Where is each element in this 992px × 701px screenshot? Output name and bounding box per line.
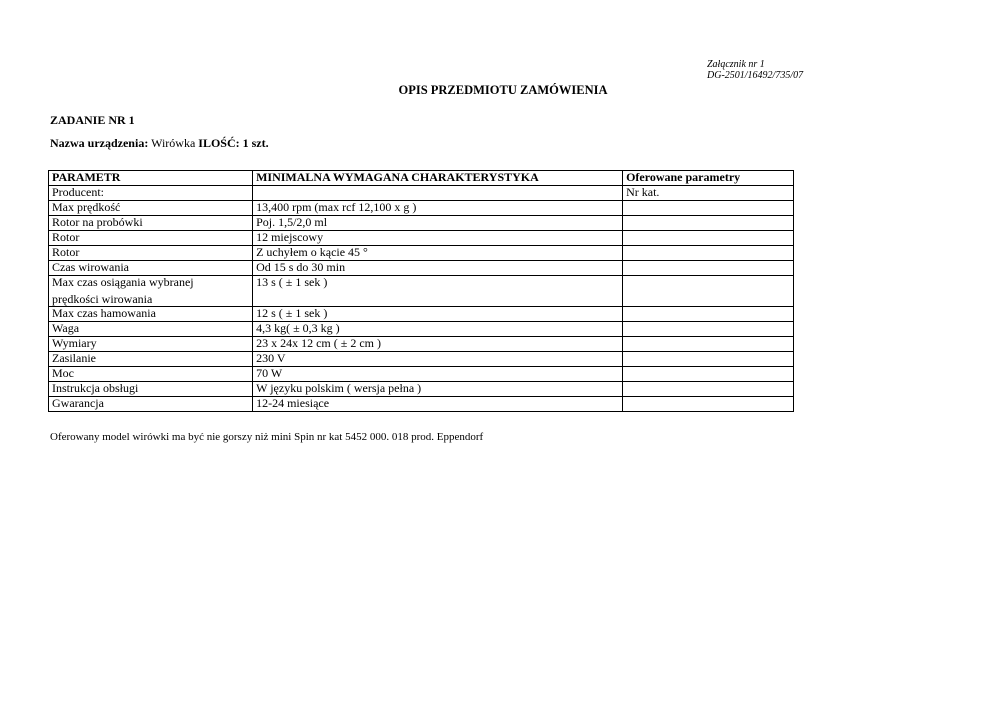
param-cell: Wymiary [49,337,253,352]
param-cell: Instrukcja obsługi [49,382,253,397]
device-name-value: Wirówka [151,136,196,150]
param-cell: Zasilanie [49,352,253,367]
quantity-label: ILOŚĆ: 1 szt. [198,136,269,150]
footnote: Oferowany model wirówki ma być nie gorszy niż mini Spin nr kat 5452 000. 018 prod. Eppendorf [50,431,484,443]
spec-cell: Od 15 s do 30 min [253,261,623,276]
device-line [50,136,269,151]
page-title: OPIS PRZEDMIOTU ZAMÓWIENIA [398,83,608,97]
spec-cell: 230 V [253,352,623,367]
offer-cell [623,352,794,367]
offer-cell [623,307,794,322]
offer-cell [623,231,794,246]
param-cell: Czas wirowania [49,261,253,276]
param-cell: Rotor [49,246,253,261]
table-row [49,231,794,246]
table-row [49,382,794,397]
param-cell: Moc [49,367,253,382]
spec-table [48,170,794,412]
param-cell: Gwarancja [49,397,253,412]
table-row [49,322,794,337]
table-row [49,246,794,261]
table-row [49,216,794,231]
spec-cell: 23 x 24x 12 cm ( ± 2 cm ) [253,337,623,352]
offer-cell [623,201,794,216]
task-label: ZADANIE NR 1 [50,113,135,127]
param-cell [49,276,253,307]
spec-cell: W języku polskim ( wersja pełna ) [253,382,623,397]
offer-cell [623,397,794,412]
offer-cell [623,246,794,261]
offer-cell [623,337,794,352]
param-cell: Max czas hamowania [49,307,253,322]
table-row [49,276,794,307]
param-cell: Waga [49,322,253,337]
table-row [49,201,794,216]
spec-cell: Z uchyłem o kącie 45 ° [253,246,623,261]
offer-cell [623,276,794,307]
table-row [49,307,794,322]
offer-cell [623,261,794,276]
spec-cell: Poj. 1,5/2,0 ml [253,216,623,231]
spec-cell: 12-24 miesiące [253,397,623,412]
param-line: prędkości wirowania [52,292,153,306]
param-cell: Max prędkość [49,201,253,216]
spec-cell: 12 miejscowy [253,231,623,246]
header-min-spec: MINIMALNA WYMAGANA CHARAKTERYSTYKA [253,171,623,186]
document-reference: DG-2501/16492/735/07 [707,70,804,81]
spec-cell: 70 W [253,367,623,382]
table-row [49,367,794,382]
param-cell: Producent: [49,186,253,201]
param-cell: Rotor na probówki [49,216,253,231]
offer-cell [623,382,794,397]
spec-cell [253,186,623,201]
offer-cell [623,322,794,337]
table-row [49,186,794,201]
spec-cell: 4,3 kg( ± 0,3 kg ) [253,322,623,337]
header-parameter: PARAMETR [49,171,253,186]
spec-cell: 13 s ( ± 1 sek ) [253,276,623,307]
header-offered: Oferowane parametry [623,171,794,186]
table-row [49,261,794,276]
table-row [49,352,794,367]
offer-cell [623,367,794,382]
spec-cell: 12 s ( ± 1 sek ) [253,307,623,322]
spec-cell: 13,400 rpm (max rcf 12,100 x g ) [253,201,623,216]
offer-cell: Nr kat. [623,186,794,201]
table-header-row [49,171,794,186]
device-name-label: Nazwa urządzenia: [50,136,149,150]
table-row [49,337,794,352]
param-cell: Rotor [49,231,253,246]
annex-number: Załącznik nr 1 [707,59,765,70]
annex-reference [707,59,803,81]
offer-cell [623,216,794,231]
table-row [49,397,794,412]
param-line: Max czas osiągania wybranej [52,275,194,289]
